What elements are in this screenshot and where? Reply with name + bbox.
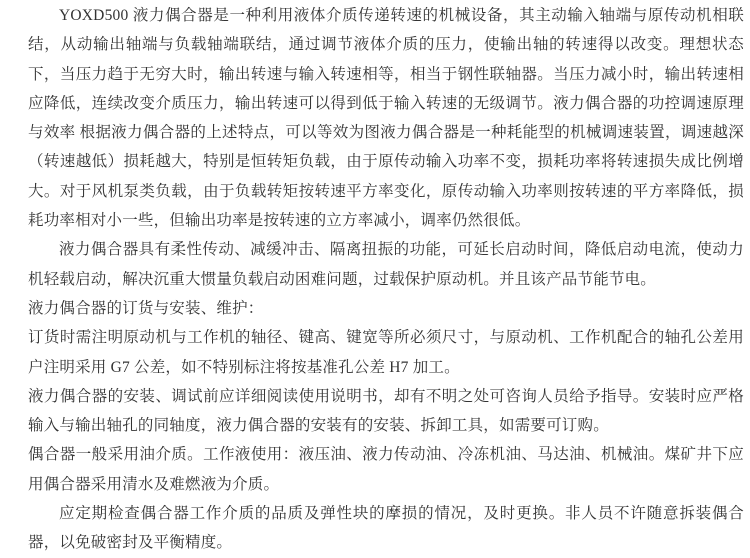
paragraph-inspection-maintenance: 应定期检查偶合器工作介质的品质及弹性块的摩损的情况，及时更换。非人员不许随意拆装偶合器，以免破密封及平衡精度。 bbox=[28, 505, 744, 552]
paragraph-features: 液力偶合器具有柔性传动、减缓冲击、隔离扭振的功能，可延长启动时间，降低启动电流，使动力机轻载启动，解决沉重大惯量负载启动困难问题，过载保护原动机。并且该产品节能节电。 bbox=[28, 241, 744, 288]
paragraph-working-fluid: 偶合器一般采用油介质。工作液使用：液压油、液力传动油、冷冻机油、马达油、机械油。煤矿井下应用偶合器采用清水及难燃液为介质。 bbox=[28, 446, 744, 493]
paragraph-installation-guidance: 液力偶合器的安装、调试前应详细阅读使用说明书，却有不明之处可咨询人员给予指导。安装时应严格输入与输出轴孔的同轴度，液力偶合器的安装有的安装、拆卸工具，如需要可订购。 bbox=[28, 387, 744, 435]
section-heading-ordering-installation-maintenance: 液力偶合器的订货与安装、维护： bbox=[28, 299, 264, 317]
paragraph-intro-principle: YOXD500 液力偶合器是一种利用液体介质传递转速的机械设备，其主动输入轴端与原传动机相联结，从动输出轴端与负载轴端联结，通过调节液体介质的压力，使输出轴的转速得以改变。理想状态下，当压力趋于无穷大时，输出转速与输入转速相等，相当于钢性联轴器。当压力减小时，输出转速相应降低，连续改变介质压力，输出转速可以得到低于输入转速的无级调节。液力偶合器的功控调速原理与效率 根据液力偶合器的上述特点，可以等效为图液力偶合器是一种耗能型的机械调速装置，调速越深（转速越低）损耗越大，特别是恒转矩负载，由于原传动输入功率不变，损耗功率将转速损失成比例增大。对于风机泵类负载，由于负载转矩按转速平方率变化，原传动输入功率则按转速的平方率降低，损耗功率相对小一些，但输出功率是按转速的立方率减小，调率仍然很低。 bbox=[28, 7, 744, 230]
paragraph-ordering-requirements: 订货时需注明原动机与工作机的轴径、键高、键宽等所必须尺寸，与原动机、工作机配合的轴孔公差用户注明采用 G7 公差，如不特别标注将按基准孔公差 H7 加工。 bbox=[28, 329, 744, 376]
